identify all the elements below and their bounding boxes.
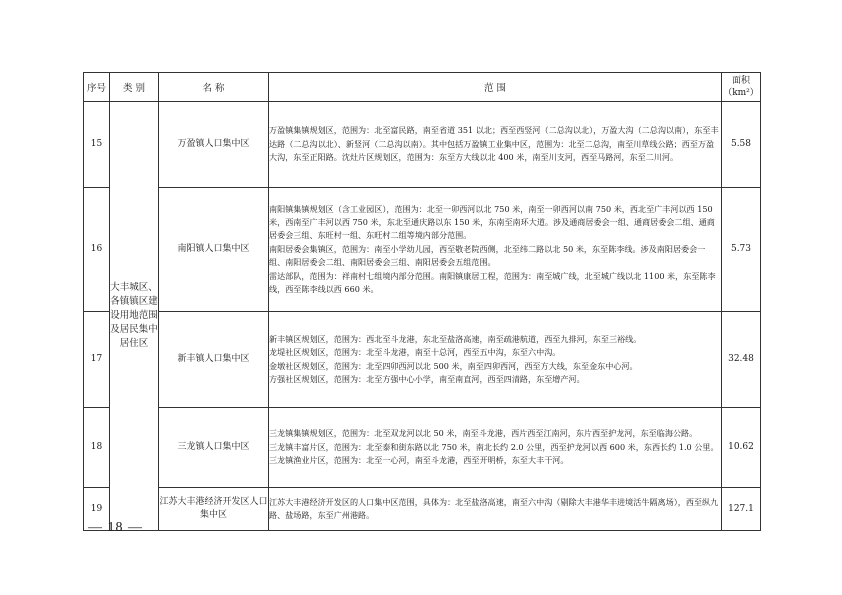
category-cell: 大丰城区、各镇镇区建设用地范围及居民集中居住区 — [110, 102, 159, 531]
row-area: 32.48 — [722, 312, 761, 408]
row-name: 江苏大丰港经济开发区人口集中区 — [159, 488, 269, 531]
row-index: 17 — [84, 312, 110, 408]
header-area-label: 面积 — [731, 76, 750, 86]
header-index: 序号 — [84, 73, 110, 102]
row-name: 万盈镇人口集中区 — [159, 102, 269, 188]
table-row — [84, 188, 761, 312]
row-range-text: 南阳镇集镇规划区（含工业园区），范围为：北至一卯西河以北 750 米，南至一卯西河以南 750 米，西北至广丰河以西 150 米，西南至广丰河以西 750 米，东北至通庆路以东 150 米，东南至南环大道。涉及通商居委会一组、通商居委会二组、通商居委会三组、东旺村一组、东旺村二组等境内部分范围。 南阳居委会集镇区，范围为：南至小学幼儿园，西至敬老院西侧，北至纬二路以北 50 米，东至陈李线。涉及南阳居委会一组、南阳居委会二组、南阳居委会三组、南阳居委会五组范围。 雷达部队，范围为：祥南村七组境内部分范围。南阳镇康居工程，范围为：南至城广线，北至城广线以北 1100 米，东至陈李线，西至陈李线以西 660 米。 — [269, 203, 716, 295]
table-row — [84, 102, 761, 188]
footer-dash-left: — — [88, 520, 103, 535]
row-index: 18 — [84, 408, 110, 488]
table-row — [84, 312, 761, 408]
row-area: 5.73 — [722, 188, 761, 312]
row-range-text: 江苏大丰港经济开发区的人口集中区范围，具体为：北至盐洛高速，南至六中沟（剔除大丰港华丰进境活牛隔离场），西至纵九路、盐场路，东至广州港路。 — [269, 496, 719, 520]
row-area: 10.62 — [722, 408, 761, 488]
row-range — [269, 488, 722, 531]
row-area: 127.1 — [722, 488, 761, 531]
row-name: 南阳镇人口集中区 — [159, 188, 269, 312]
row-area: 5.58 — [722, 102, 761, 188]
page-footer — [88, 520, 143, 536]
row-name: 三龙镇人口集中区 — [159, 408, 269, 488]
row-range — [269, 102, 722, 188]
row-index: 16 — [84, 188, 110, 312]
row-range-text: 三龙镇集镇规划区，范围为：北至双龙河以北 50 米，南至斗龙港，西片西至江南河，东片西至护龙河，东至临海公路。 三龙镇丰富片区，范围为：北至泰和街东路以北 750 米，南北长约 2.0 公里，西至护龙河以西 600 米，东西长约 1.0 公里。 三龙镇渔业片区，范围为：北至一心河，南至斗龙港，西至开明桥，东至大丰干河。 — [269, 428, 719, 466]
table-header-row — [84, 73, 761, 102]
row-name: 新丰镇人口集中区 — [159, 312, 269, 408]
header-name: 名 称 — [159, 73, 269, 102]
header-category: 类 别 — [110, 73, 159, 102]
row-range — [269, 408, 722, 488]
page-number: 18 — [107, 520, 124, 535]
table-row — [84, 408, 761, 488]
footer-dash-right: — — [128, 520, 143, 535]
row-index: 19 — [84, 488, 110, 531]
header-area-unit: （km²） — [723, 88, 759, 98]
row-range — [269, 312, 722, 408]
range-table — [83, 72, 761, 531]
row-range-text: 万盈镇集镇规划区，范围为：北至富民路，南至省道 351 以北；西至西竖河（二总沟以北），万盈大沟（二总沟以南），东至丰达路（二总沟以北）、新竖河（二总沟以南）。其中包括万盈镇工业集中区，范围为：北至二总沟，南至川草线公路；西至万盈大沟，东至正阳路。沈灶片区规划区，范围为：东至方大线以北 400 米，南至川支河，西至马路河，东至二川河。 — [269, 125, 719, 163]
header-area — [722, 73, 761, 102]
row-range-text: 新丰镇区规划区，范围为：西北至斗龙港，东北至盐洛高速，南至疏港航道，西至九排河，东至三裕线。 龙堤社区规划区，范围为：北至斗龙港，南至十总河，西至五中沟，东至六中沟。 金墩社区规划区，范围为：北至四卯西河以北 500 米，南至四卯西河，西至方大线，东至金东中心河。 方强社区规划区，范围为：北至方强中心小学，南至南直河，西至四清路，东至增产河。 — [269, 333, 642, 384]
row-range — [269, 188, 722, 312]
row-index: 15 — [84, 102, 110, 188]
table-row — [84, 488, 761, 531]
header-range: 范 围 — [269, 73, 722, 102]
